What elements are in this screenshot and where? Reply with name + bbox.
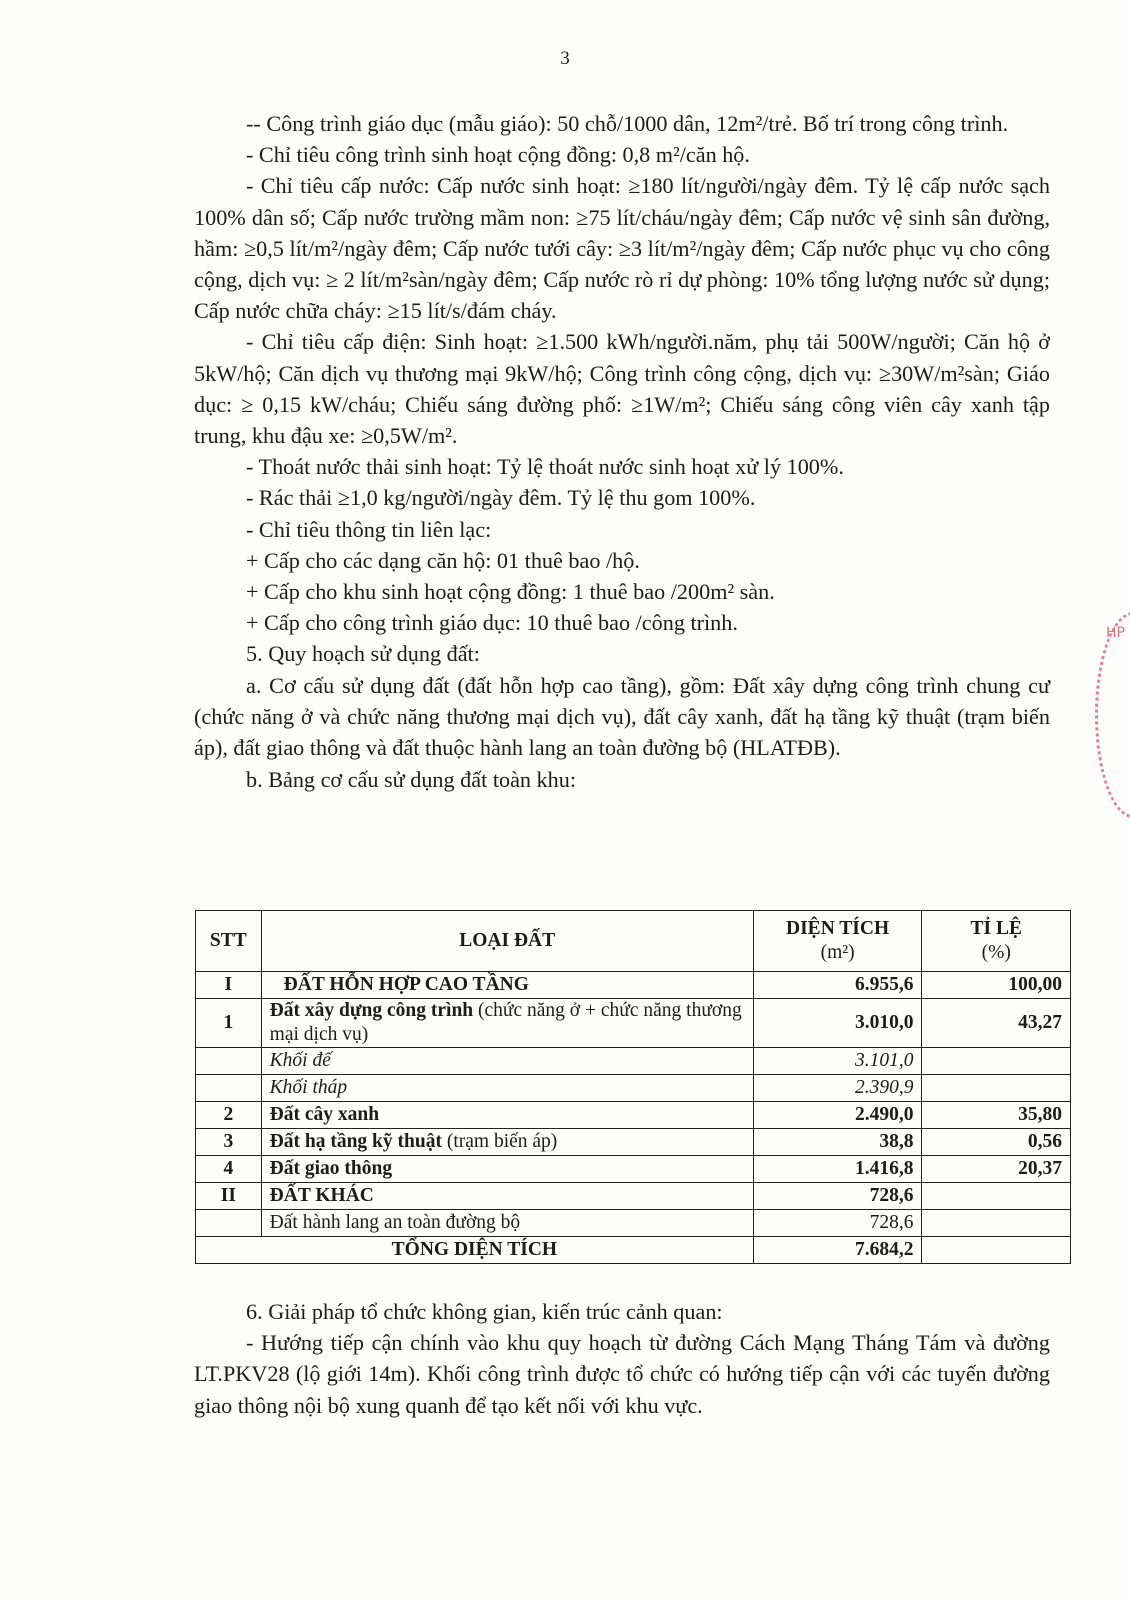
header-area bbox=[753, 911, 922, 972]
paragraph: - Rác thải ≥1,0 kg/người/ngày đêm. Tỷ lệ thu gom 100%. bbox=[246, 485, 756, 511]
cell-area: 6.955,6 bbox=[753, 972, 922, 999]
cell-ratio: 20,37 bbox=[922, 1156, 1071, 1183]
paragraph: - Chỉ tiêu thông tin liên lạc: bbox=[246, 516, 492, 542]
section-heading: 5. Quy hoạch sử dụng đất: bbox=[246, 641, 480, 667]
red-seal-stamp bbox=[1095, 612, 1130, 818]
paragraph: a. Cơ cấu sử dụng đất (đất hỗn hợp cao tầng), gồm: Đất xây dựng công trình chung cư (chức năng ở và chức năng thương mại dịch vụ), đất cây xanh, đất hạ tầng kỹ thuật (trạm biến áp), đất giao thông và đất thuộc hành lang an toàn đường bộ (HLATĐB). bbox=[194, 672, 1050, 761]
table-header-row bbox=[196, 911, 1071, 972]
paragraph: - Chỉ tiêu cấp nước: Cấp nước sinh hoạt: ≥180 lít/người/ngày đêm. Tỷ lệ cấp nước sạch 100% dân số; Cấp nước trường mầm non: ≥75 lít/cháu/ngày đêm; Cấp nước vệ sinh sân đường, hầm: ≥0,5 lít/m²/ngày đêm; Cấp nước tưới cây: ≥3 lít/m²/ngày đêm; Cấp nước phục vụ cho công cộng, dịch vụ: ≥ 2 lít/m²sàn/ngày đêm; Cấp nước rò rỉ dự phòng: 10% tổng lượng nước sử dụng; Cấp nước chữa cháy: ≥15 lít/s/đám cháy. bbox=[194, 173, 1050, 324]
header-area-unit: (m²) bbox=[820, 942, 855, 963]
cell-area: 38,8 bbox=[753, 1129, 922, 1156]
cell-stt bbox=[196, 1075, 262, 1102]
cell-name: Khối đế bbox=[261, 1048, 753, 1075]
cell-stt: 1 bbox=[196, 999, 262, 1048]
cell-ratio: 35,80 bbox=[922, 1102, 1071, 1129]
section-heading: 6. Giải pháp tổ chức không gian, kiến trúc cảnh quan: bbox=[246, 1299, 723, 1324]
cell-name: Đất giao thông bbox=[261, 1156, 753, 1183]
cell-name-main: Đất hạ tầng kỹ thuật bbox=[269, 1131, 442, 1152]
cell-ratio bbox=[922, 1210, 1071, 1237]
header-ratio-unit: (%) bbox=[981, 942, 1011, 963]
cell-name: Đất cây xanh bbox=[261, 1102, 753, 1129]
cell-ratio bbox=[922, 1183, 1071, 1210]
document-body bbox=[194, 108, 1050, 795]
table-row bbox=[196, 1156, 1071, 1183]
cell-stt: 2 bbox=[196, 1102, 262, 1129]
cell-stt: II bbox=[196, 1183, 262, 1210]
total-ratio bbox=[922, 1237, 1071, 1264]
header-type: LOẠI ĐẤT bbox=[261, 911, 753, 972]
header-ratio-label: TỈ LỆ bbox=[970, 918, 1022, 939]
cell-name bbox=[261, 999, 753, 1048]
table-row bbox=[196, 999, 1071, 1048]
cell-stt: 3 bbox=[196, 1129, 262, 1156]
cell-stt: 4 bbox=[196, 1156, 262, 1183]
cell-area: 1.416,8 bbox=[753, 1156, 922, 1183]
table-total-row bbox=[196, 1237, 1071, 1264]
cell-stt bbox=[196, 1048, 262, 1075]
header-ratio bbox=[922, 911, 1071, 972]
page-number: 3 bbox=[560, 48, 570, 69]
paragraph: - Chỉ tiêu công trình sinh hoạt cộng đồng: 0,8 m²/căn hộ. bbox=[246, 142, 750, 168]
table-row bbox=[196, 1048, 1071, 1075]
cell-ratio: 100,00 bbox=[922, 972, 1071, 999]
table-row bbox=[196, 1129, 1071, 1156]
table-row bbox=[196, 1102, 1071, 1129]
cell-ratio bbox=[922, 1048, 1071, 1075]
cell-area: 728,6 bbox=[753, 1183, 922, 1210]
table-caption: b. Bảng cơ cấu sử dụng đất toàn khu: bbox=[246, 767, 577, 793]
paragraph: - Chỉ tiêu cấp điện: Sinh hoạt: ≥1.500 kWh/người.năm, phụ tải 500W/người; Căn hộ ở 5kW/hộ; Căn dịch vụ thương mại 9kW/hộ; Công trình công cộng, dịch vụ: ≥30W/m²sàn; Giáo dục: ≥ 0,15 kW/cháu; Chiếu sáng đường phố: ≥1W/m²; Chiếu sáng công viên cây xanh tập trung, khu đậu xe: ≥0,5W/m². bbox=[194, 329, 1050, 449]
cell-area: 2.490,0 bbox=[753, 1102, 922, 1129]
cell-area: 728,6 bbox=[753, 1210, 922, 1237]
paragraph: + Cấp cho các dạng căn hộ: 01 thuê bao /hộ. bbox=[246, 547, 640, 573]
cell-name-note: (chức năng ở + chức năng thương mại dịch vụ) bbox=[269, 1000, 742, 1045]
cell-area: 3.010,0 bbox=[753, 999, 922, 1048]
cell-area: 2.390,9 bbox=[753, 1075, 922, 1102]
cell-name-main: Đất xây dựng công trình bbox=[269, 1000, 474, 1021]
header-stt: STT bbox=[196, 911, 262, 972]
paragraph: -- Công trình giáo dục (mẫu giáo): 50 chỗ/1000 dân, 12m²/trẻ. Bố trí trong công trình. bbox=[246, 111, 1009, 136]
header-area-label: DIỆN TÍCH bbox=[786, 918, 890, 939]
cell-ratio: 0,56 bbox=[922, 1129, 1071, 1156]
cell-area: 3.101,0 bbox=[753, 1048, 922, 1075]
total-label: TỔNG DIỆN TÍCH bbox=[196, 1237, 754, 1264]
land-use-table bbox=[195, 910, 1071, 1264]
cell-name: ĐẤT KHÁC bbox=[261, 1183, 753, 1210]
stamp-text: HP bbox=[1106, 625, 1125, 641]
cell-ratio: 43,27 bbox=[922, 999, 1071, 1048]
table-row bbox=[196, 1210, 1071, 1237]
cell-name-note: (trạm biến áp) bbox=[441, 1131, 558, 1152]
table-row bbox=[196, 1183, 1071, 1210]
cell-name: ĐẤT HỖN HỢP CAO TẦNG bbox=[261, 972, 753, 999]
table-row bbox=[196, 972, 1071, 999]
paragraph: + Cấp cho khu sinh hoạt cộng đồng: 1 thuê bao /200m² sàn. bbox=[246, 579, 775, 605]
total-area: 7.684,2 bbox=[753, 1237, 922, 1264]
cell-name: Đất hành lang an toàn đường bộ bbox=[261, 1210, 753, 1237]
cell-name: Khối tháp bbox=[261, 1075, 753, 1102]
paragraph: + Cấp cho công trình giáo dục: 10 thuê bao /công trình. bbox=[246, 610, 738, 636]
paragraph: - Hướng tiếp cận chính vào khu quy hoạch từ đường Cách Mạng Tháng Tám và đường LT.PKV28 (lộ giới 14m). Khối công trình được tổ chức có hướng tiếp cận với các tuyến đường giao thông nội bộ xung quanh để tạo kết nối với khu vực. bbox=[194, 1330, 1050, 1418]
document-body-continued bbox=[194, 1296, 1050, 1421]
table-row bbox=[196, 1075, 1071, 1102]
cell-ratio bbox=[922, 1075, 1071, 1102]
cell-stt bbox=[196, 1210, 262, 1237]
paragraph: - Thoát nước thải sinh hoạt: Tỷ lệ thoát nước sinh hoạt xử lý 100%. bbox=[246, 454, 844, 480]
cell-name bbox=[261, 1129, 753, 1156]
cell-stt: I bbox=[196, 972, 262, 999]
